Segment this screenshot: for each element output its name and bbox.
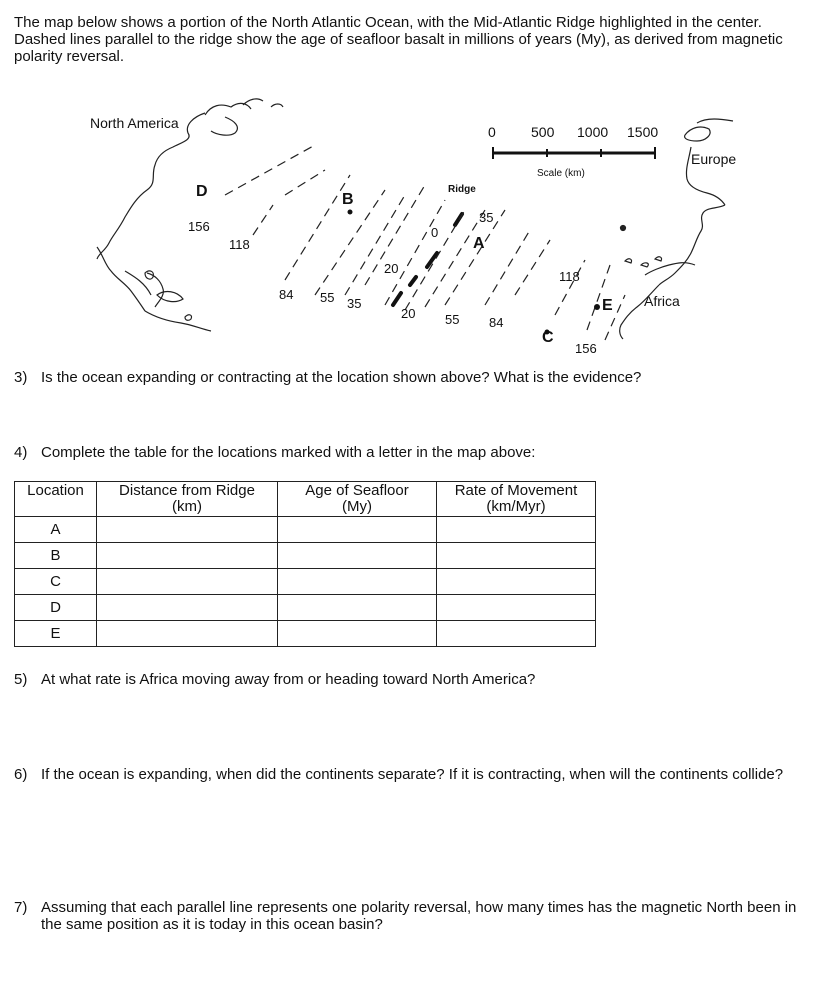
age-label-0: 0	[431, 225, 439, 240]
location-letter-e: E	[602, 297, 613, 314]
isochron-line	[485, 230, 530, 305]
location-letter-a: A	[473, 235, 485, 252]
age-cell[interactable]	[278, 543, 437, 569]
rate-cell[interactable]	[437, 543, 596, 569]
question-7-text: Assuming that each parallel line represents one polarity reversal, how many times has the magnetic North been in the same position as it is today in this ocean basin?	[41, 899, 797, 933]
question-4-number: 4)	[14, 444, 28, 461]
greenland-coast	[205, 99, 283, 135]
scale-tick-1500: 1500	[627, 124, 659, 140]
age-label-156-east: 156	[575, 341, 597, 356]
location-table	[14, 481, 596, 647]
europe-coast	[659, 119, 733, 285]
question-6-number: 6)	[14, 766, 28, 783]
ridge-segment	[393, 293, 401, 305]
isochron-line	[345, 195, 405, 295]
question-6-text: If the ocean is expanding, when did the continents separate? If it is contracting, when will the continents collide?	[41, 766, 784, 783]
rate-cell[interactable]	[437, 595, 596, 621]
distance-cell[interactable]	[97, 595, 278, 621]
age-label-55-west: 55	[320, 290, 335, 305]
scale-caption: Scale (km)	[537, 168, 585, 179]
question-5	[14, 671, 814, 688]
question-7-number: 7)	[14, 899, 28, 916]
question-3-number: 3)	[14, 369, 28, 386]
scale-tick-0: 0	[488, 124, 496, 140]
distance-cell[interactable]	[97, 517, 278, 543]
isochron-line	[515, 240, 550, 295]
table-row	[15, 517, 596, 543]
question-4-text: Complete the table for the locations marked with a letter in the map above:	[41, 444, 536, 461]
age-label-35-east: 35	[479, 210, 494, 225]
age-label-84-east: 84	[489, 315, 504, 330]
rate-cell[interactable]	[437, 569, 596, 595]
label-ridge: Ridge	[448, 184, 476, 195]
row-label: A	[15, 517, 97, 543]
question-5-number: 5)	[14, 671, 28, 688]
rate-cell[interactable]	[437, 517, 596, 543]
row-label: E	[15, 621, 97, 647]
question-5-text: At what rate is Africa moving away from or heading toward North America?	[41, 671, 536, 688]
age-label-20-lower: 20	[401, 306, 416, 321]
distance-cell[interactable]	[97, 621, 278, 647]
row-label: D	[15, 595, 97, 621]
distance-cell[interactable]	[97, 569, 278, 595]
table-header-row	[15, 482, 596, 517]
scale-tick-1000: 1000	[577, 124, 609, 140]
age-label-118-east: 118	[559, 269, 580, 284]
age-label-118-west: 118	[229, 237, 250, 252]
atlantic-islands	[625, 257, 662, 267]
label-north-america: North America	[90, 115, 179, 131]
age-cell[interactable]	[278, 595, 437, 621]
label-europe: Europe	[691, 151, 737, 167]
isochron-line	[285, 170, 325, 195]
row-label: B	[15, 543, 97, 569]
isochron-line	[253, 205, 273, 235]
table-row	[15, 569, 596, 595]
question-6	[14, 766, 814, 783]
age-label-35-west: 35	[347, 296, 362, 311]
age-label-20-upper: 20	[384, 261, 399, 276]
header-location: Location	[15, 482, 97, 517]
question-7	[14, 899, 814, 933]
location-letter-c: C	[542, 329, 554, 346]
header-distance: Distance from Ridge (km)	[97, 482, 278, 517]
rate-cell[interactable]	[437, 621, 596, 647]
header-rate: Rate of Movement (km/Myr)	[437, 482, 596, 517]
scale-tick-500: 500	[531, 124, 555, 140]
question-4	[14, 444, 814, 461]
ridge-segment	[410, 277, 416, 285]
isochron-line	[225, 145, 315, 195]
age-cell[interactable]	[278, 621, 437, 647]
table-row	[15, 543, 596, 569]
table-row	[15, 621, 596, 647]
age-label-84-west: 84	[279, 287, 294, 302]
table-row	[15, 595, 596, 621]
question-3	[14, 369, 814, 386]
age-cell[interactable]	[278, 517, 437, 543]
age-label-55-east: 55	[445, 312, 460, 327]
isochron-line	[285, 175, 350, 280]
atlantic-map	[85, 95, 755, 360]
location-letter-d: D	[196, 183, 208, 200]
label-africa: Africa	[644, 293, 680, 309]
age-cell[interactable]	[278, 569, 437, 595]
distance-cell[interactable]	[97, 543, 278, 569]
caribbean-islands	[145, 271, 192, 320]
age-label-156-west: 156	[188, 219, 210, 234]
row-label: C	[15, 569, 97, 595]
header-age: Age of Seafloor (My)	[278, 482, 437, 517]
intro-paragraph: The map below shows a portion of the North Atlantic Ocean, with the Mid-Atlantic Ridge highlighted in the center. Dashed lines parallel to the ridge show the age of seafloor basalt in millions of years (My), as derived from magnetic polarity reversal.	[14, 14, 783, 65]
question-3-text: Is the ocean expanding or contracting at the location shown above? What is the evidence?	[41, 369, 642, 386]
location-letter-b: B	[342, 191, 354, 208]
